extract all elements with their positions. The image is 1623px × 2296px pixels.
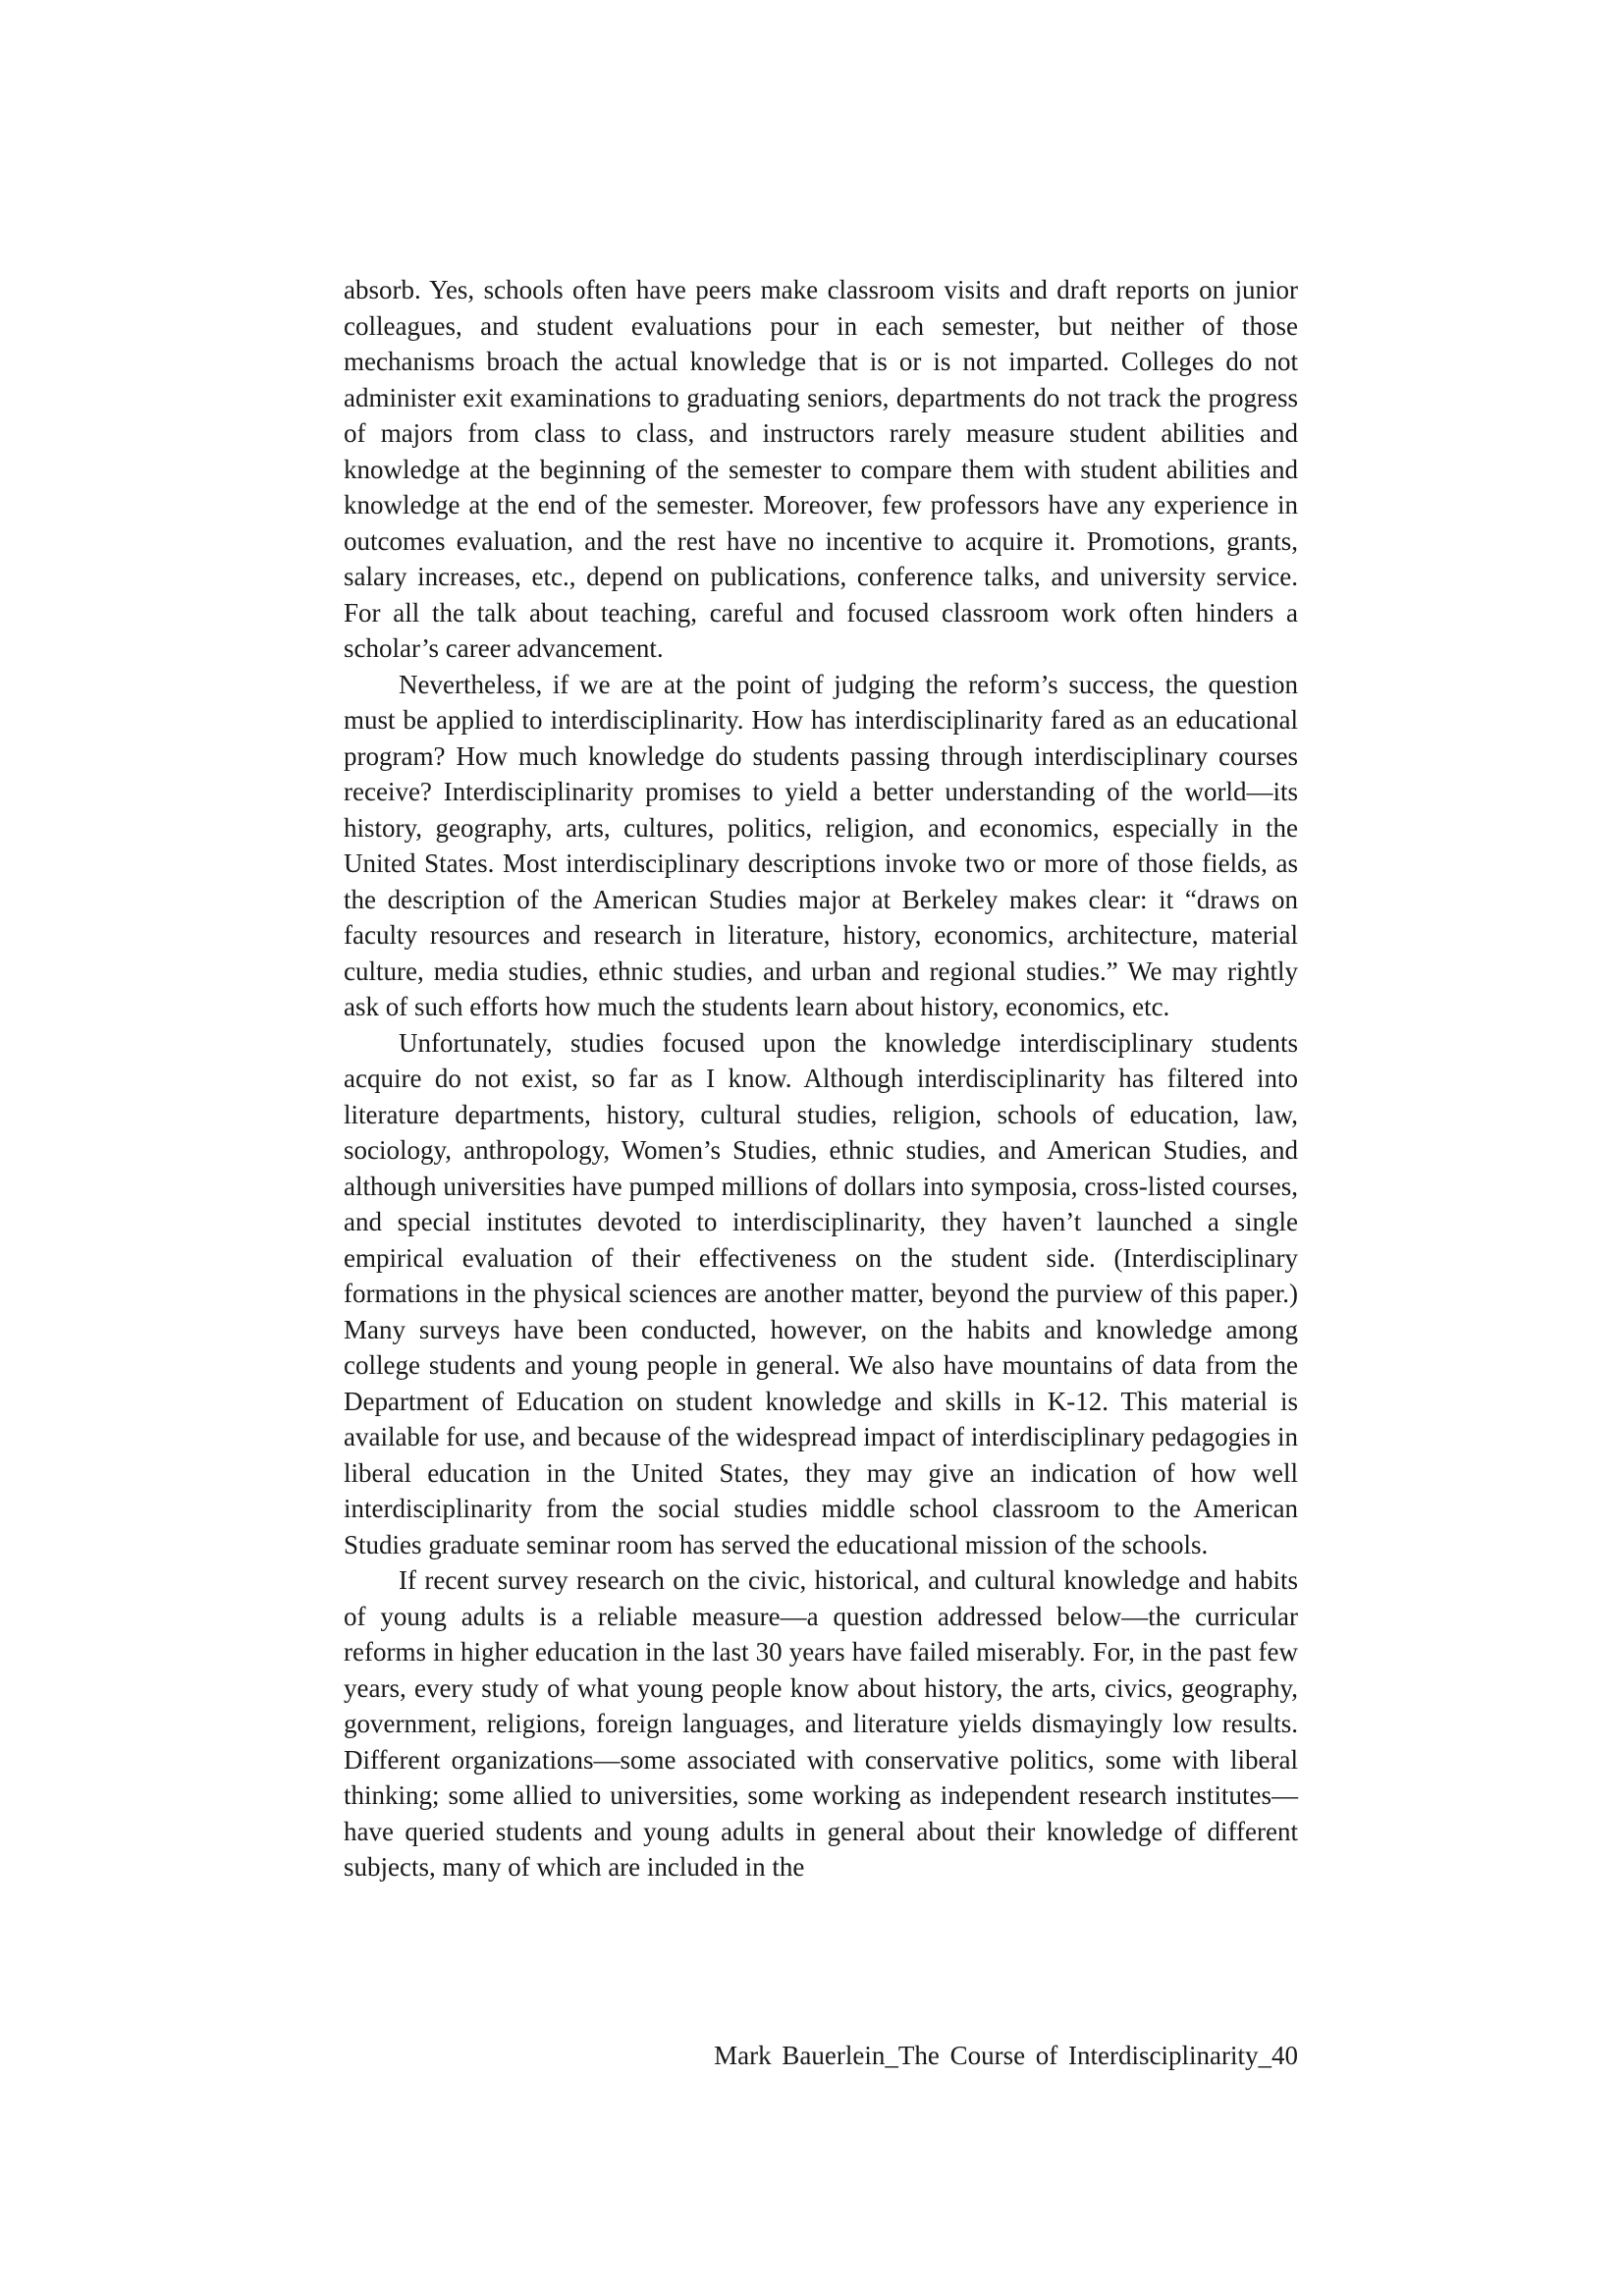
paragraph: Unfortunately, studies focused upon the knowledge interdisciplinary students acquire do not exist, so far as I know. Although interdisciplinarity has filtered into literature departments, history, cultural studies, religion, schools of education, law, sociology, anthropology, Women’s Studies, ethnic studies, and American Studies, and although universities have pumped millions of dollars into symposia, cross-listed courses, and special institutes devoted to interdisciplinarity, they haven’t launched a single empirical evaluation of their effectiveness on the student side. (Interdisciplinary formations in the physical sciences are another matter, beyond the purview of this paper.) Many surveys have been conducted, however, on the habits and knowledge among college students and young people in general. We also have mountains of data from the Department of Education on student knowledge and skills in K-12. This material is available for use, and because of the widespread impact of interdisciplinary pedagogies in liberal education in the United States, they may give an indication of how well interdisciplinarity from the social studies middle school classroom to the American Studies graduate seminar room has served the educational mission of the schools. [344, 1027, 1298, 1559]
paragraph-continuation: absorb. Yes, schools often have peers make classroom visits and draft reports on junior colleagues, and student evaluations pour in each semester, but neither of those mechanisms broach the actual knowledge that is or is not imparted. Colleges do not administer exit examinations to graduating seniors, departments do not track the progress of majors from class to class, and instructors rarely measure student abilities and knowledge at the beginning of the semester to compare them with student abilities and knowledge at the end of the semester. Moreover, few professors have any experience in outcomes evaluation, and the rest have no incentive to acquire it. Promotions, grants, salary increases, etc., depend on publications, conference talks, and university service. For all the talk about teaching, careful and focused classroom work often hinders a scholar’s career advancement. [344, 275, 1298, 663]
paragraph: Nevertheless, if we are at the point of judging the reform’s success, the question must be applied to interdisciplinarity. How has interdisciplinarity fared as an educational program? How much knowledge do students passing through interdisciplinary courses receive? Interdisciplinarity promises to yield a better understanding of the world—its history, geography, arts, cultures, politics, religion, and economics, especially in the United States. Most interdisciplinary descriptions invoke two or more of those fields, as the description of the American Studies major at Berkeley makes clear: it “draws on faculty resources and research in literature, history, economics, architecture, material culture, media studies, ethnic studies, and urban and regional studies.” We may rightly ask of such efforts how much the students learn about history, economics, etc. [344, 669, 1298, 1021]
running-footer: Mark Bauerlein_The Course of Interdisciplinarity_40 [714, 2041, 1298, 2070]
body-text [344, 272, 1298, 1886]
paragraph: If recent survey research on the civic, historical, and cultural knowledge and habits of young adults is a reliable measure—a question addressed below—the curricular reforms in higher education in the last 30 years have failed miserably. For, in the past few years, every study of what young people know about history, the arts, civics, geography, government, religions, foreign languages, and literature yields dismayingly low results. Different organizations—some associated with conservative politics, some with liberal thinking; some allied to universities, some working as independent research institutes—have queried students and young adults in general about their knowledge of different subjects, many of which are included in the [344, 1565, 1298, 1882]
